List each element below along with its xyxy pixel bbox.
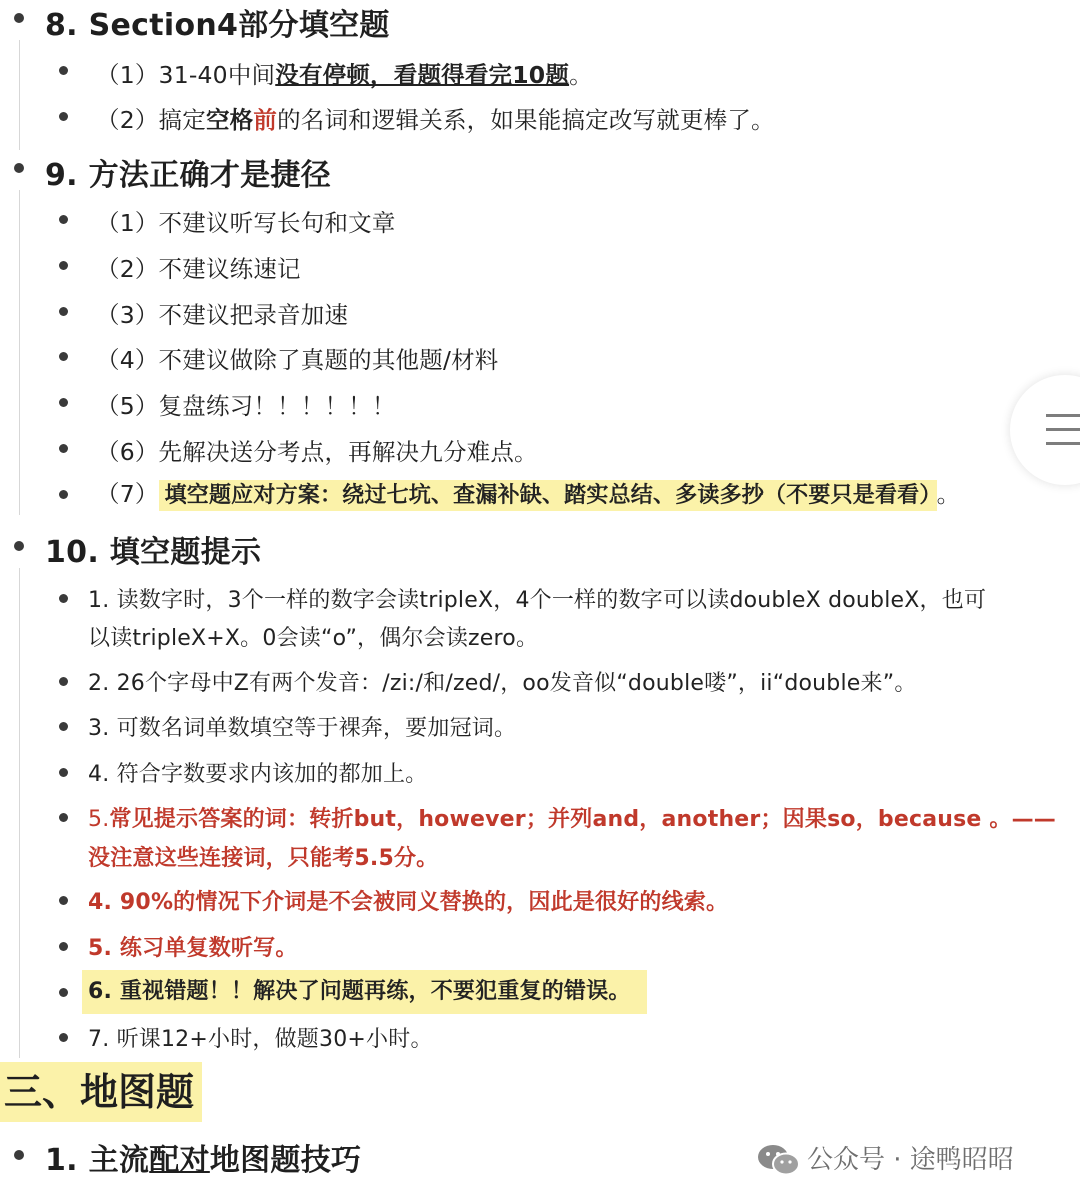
bullet — [59, 896, 68, 905]
wechat-icon — [757, 1143, 801, 1177]
sec10-item-2: 2. 26个字母中Z有两个发音：/zi:/和/zed/，oo发音似“double喽”，ii“double来”。 — [88, 671, 917, 696]
bullet — [59, 988, 68, 997]
bullet — [59, 813, 68, 822]
sec9-item-1: （1）不建议听写长句和文章 — [96, 209, 396, 237]
bullet — [14, 1150, 24, 1160]
section-9-title: 9. 方法正确才是捷径 — [45, 158, 332, 193]
bullet — [59, 444, 68, 453]
sec10-item-6: 4. 90%的情况下介词是不会被同义替换的，因此是很好的线索。 — [88, 890, 729, 915]
sec9-item-2: （2）不建议练速记 — [96, 255, 301, 283]
bullet — [59, 66, 68, 75]
sec10-item-7: 5. 练习单复数听写。 — [88, 936, 298, 961]
sec9-item-3: （3）不建议把录音加速 — [96, 301, 349, 329]
sec10-item-1-line-1: 1. 读数字时，3个一样的数字会读tripleX，4个一样的数字可以读doubleX doubleX，也可 — [88, 588, 987, 613]
menu-icon-bar — [1046, 428, 1080, 431]
bullet — [59, 398, 68, 407]
sec10-item-8: 6. 重视错题！！解决了问题再练，不要犯重复的错误。 — [82, 970, 647, 1014]
bullet — [59, 112, 68, 121]
bullet — [59, 490, 68, 499]
bullet — [59, 722, 68, 731]
part-3-subheading: 1. 主流配对地图题技巧 — [45, 1143, 362, 1178]
bullet — [59, 942, 68, 951]
bullet — [59, 215, 68, 224]
sec10-item-4: 4. 符合字数要求内该加的都加上。 — [88, 762, 428, 787]
bullet — [59, 677, 68, 686]
sec10-item-5-line-2: 没注意这些连接词，只能考5.5分。 — [88, 846, 439, 871]
bullet — [59, 352, 68, 361]
bullet — [59, 307, 68, 316]
part-3-heading: 三、地图题 — [0, 1062, 202, 1122]
sec9-item-6: （6）先解决送分考点，再解决九分难点。 — [96, 438, 538, 466]
sec10-item-5-line-1: 5.常见提示答案的词：转折but，however；并列and，another；因果so，because 。—— — [88, 807, 1056, 832]
bullet — [14, 163, 24, 173]
section-8-title: 8. Section4部分填空题 — [45, 8, 390, 43]
sec9-item-4: （4）不建议做除了真题的其他题/材料 — [96, 346, 499, 374]
sec8-item-1: （1）31-40中间没有停顿，看题得看完10题。 — [96, 61, 593, 89]
menu-icon — [1046, 414, 1080, 417]
bullet — [14, 13, 24, 23]
sec10-item-3: 3. 可数名词单数填空等于裸奔，要加冠词。 — [88, 716, 517, 741]
section-10-title: 10. 填空题提示 — [45, 535, 262, 570]
bullet — [59, 768, 68, 777]
sec10-item-9: 7. 听课12+小时，做题30+小时。 — [88, 1027, 433, 1052]
guide-line — [19, 40, 20, 150]
guide-line — [19, 568, 20, 1058]
bullet — [59, 594, 68, 603]
bullet — [14, 541, 24, 551]
sec9-item-5: （5）复盘练习！！！！！！ — [96, 392, 396, 420]
guide-line — [19, 190, 20, 515]
watermark-text: 公众号 · 途鸭昭昭 — [807, 1145, 1014, 1175]
bullet — [59, 261, 68, 270]
sec10-item-1-line-2: 以读tripleX+X。0会读“o”，偶尔会读zero。 — [88, 626, 539, 651]
sec9-item-7: （7） 填空题应对方案：绕过七坑、查漏补缺、踏实总结、多读多抄（不要只是看看） 。 — [96, 474, 960, 516]
bullet — [59, 1033, 68, 1042]
sec8-item-2: （2）搞定空格前的名词和逻辑关系，如果能搞定改写就更棒了。 — [96, 106, 775, 134]
menu-icon-bar — [1046, 442, 1080, 445]
